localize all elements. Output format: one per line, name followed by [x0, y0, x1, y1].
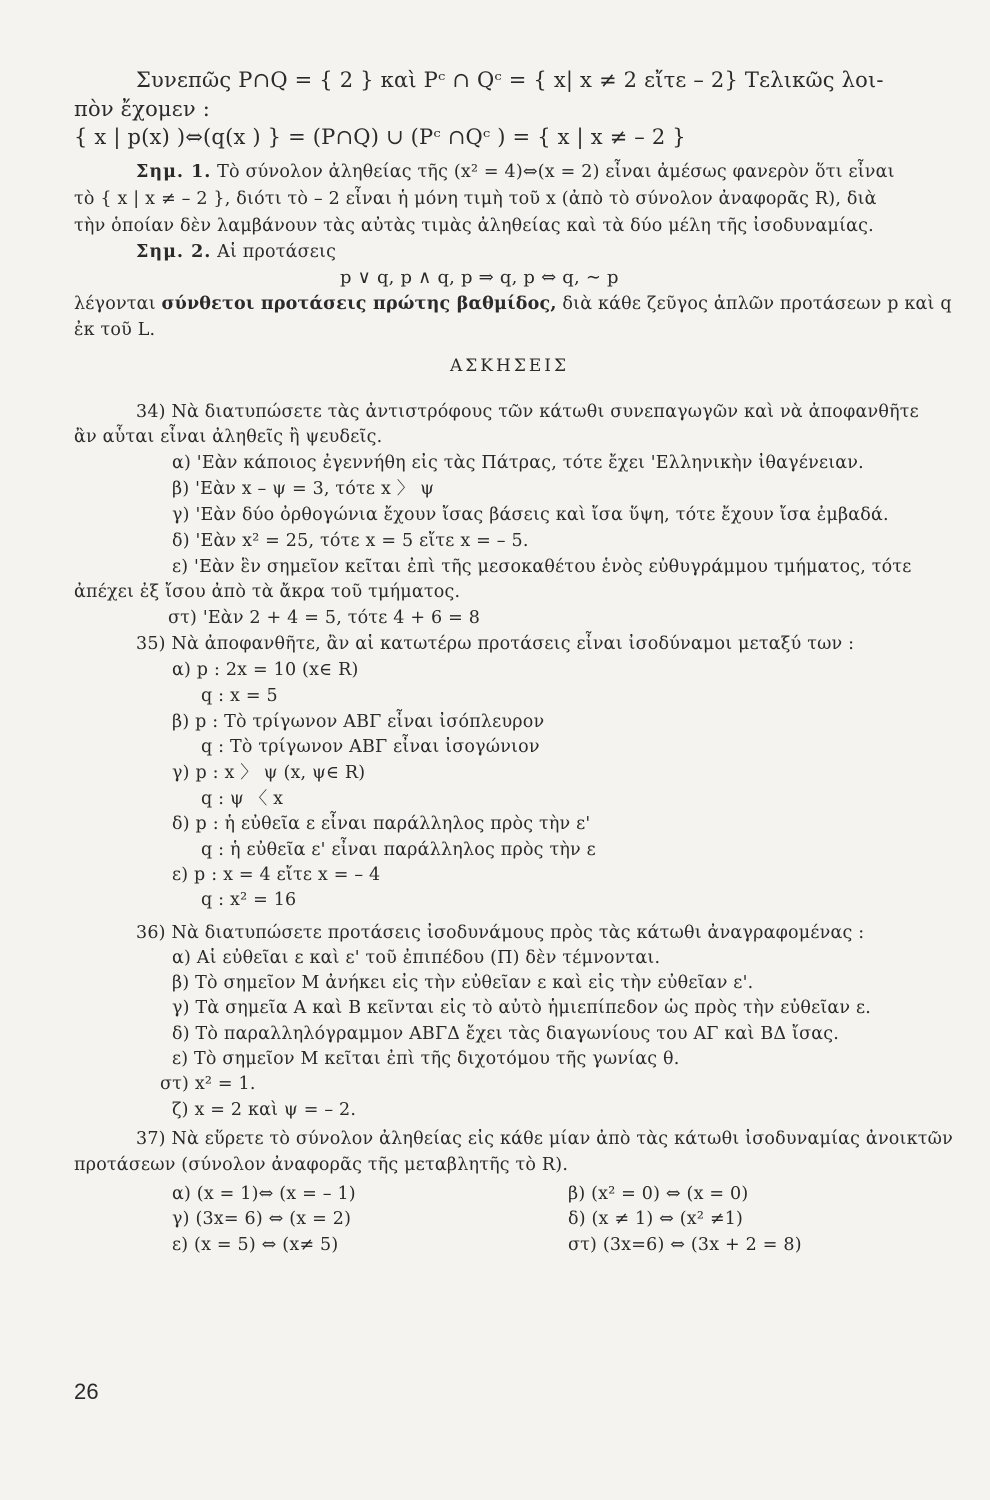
- ex35-a-p: α) p : 2x = 10 (x∈ R): [172, 660, 359, 680]
- intro-line-3: { x | p(x) )⇔(q(x ) } = (P∩Q) ∪ (Pᶜ ∩Qᶜ ) = { x | x ≠ – 2 }: [74, 125, 686, 149]
- note-2-line-4: ἐκ τοῦ L.: [74, 320, 156, 340]
- intro-line-2: πὸν ἔχομεν :: [74, 97, 210, 121]
- ex37-item-c: γ) (3x= 6) ⇔ (x = 2): [172, 1209, 352, 1229]
- ex36-item-d: δ) Τὸ παραλληλόγραμμον ΑΒΓΔ ἔχει τὰς διαγωνίους του ΑΓ καὶ ΒΔ ἴσας.: [172, 1024, 840, 1044]
- ex34-item-b: β) 'Εὰν x – ψ = 3, τότε x 〉 ψ: [172, 479, 435, 499]
- ex34-item-f: στ) 'Εὰν 2 + 4 = 5, τότε 4 + 6 = 8: [168, 608, 481, 628]
- note-2-line-1: [136, 240, 336, 264]
- ex34-item-e-line-2: ἀπέχει ἐξ ἴσου ἀπὸ τὰ ἄκρα τοῦ τμήματος.: [74, 582, 461, 602]
- ex35-e-p: ε) p : x = 4 εἴτε x = – 4: [172, 865, 381, 885]
- ex37-item-d: δ) (x ≠ 1) ⇔ (x² ≠1): [568, 1209, 744, 1229]
- note-2-formula: p ∨ q, p ∧ q, p ⇒ q, p ⇔ q, ∼ p: [340, 267, 619, 288]
- ex35-d-p: δ) p : ἡ εὐθεῖα ε εἶναι παράλληλος πρὸς τὴν ε': [172, 814, 591, 834]
- ex34-item-d: δ) 'Εὰν x² = 25, τότε x = 5 εἴτε x = – 5.: [172, 531, 529, 551]
- note-2-bold-term: σύνθετοι προτάσεις πρώτης βαθμίδος,: [161, 294, 557, 314]
- ex35-a-q: q : x = 5: [201, 686, 278, 706]
- ex37-item-a: α) (x = 1)⇔ (x = – 1): [172, 1184, 356, 1204]
- ex35-c-q: q : ψ 〈 x: [201, 789, 284, 809]
- note-2-line-3: [74, 292, 952, 316]
- note-1-label: Σημ. 1.: [136, 162, 212, 182]
- section-heading: ΑΣΚΗΣΕΙΣ: [450, 356, 569, 376]
- ex37-item-b: β) (x² = 0) ⇔ (x = 0): [568, 1184, 749, 1204]
- ex34-line-1: 34) Νὰ διατυπώσετε τὰς ἀντιστρόφους τῶν κάτωθι συνεπαγωγῶν καὶ νὰ ἀποφανθῆτε: [136, 402, 919, 422]
- ex35-e-q: q : x² = 16: [201, 890, 297, 910]
- ex35-line-1: 35) Νὰ ἀποφανθῆτε, ἂν αἱ κατωτέρω προτάσεις εἶναι ἰσοδύναμοι μεταξύ των :: [136, 634, 855, 654]
- ex36-item-e: ε) Τὸ σημεῖον Μ κεῖται ἐπὶ τῆς διχοτόμου τῆς γωνίας θ.: [172, 1049, 680, 1069]
- ex34-item-c: γ) 'Εὰν δύο ὀρθογώνια ἔχουν ἴσας βάσεις καὶ ἴσα ὕψη, τότε ἔχουν ἴσα ἐμβαδά.: [172, 505, 889, 525]
- note-2-text: Αἱ προτάσεις: [217, 242, 337, 262]
- ex36-item-a: α) Αἱ εὐθεῖαι ε καὶ ε' τοῦ ἐπιπέδου (Π) δὲν τέμνονται.: [172, 948, 661, 968]
- ex34-line-2: ἂν αὗται εἶναι ἀληθεῖς ἢ ψευδεῖς.: [74, 427, 383, 447]
- intro-line-1: Συνεπῶς P∩Q = { 2 } καὶ Pᶜ ∩ Qᶜ = { x| x ≠ 2 εἴτε – 2} Τελικῶς λοι-: [136, 68, 884, 92]
- ex36-item-c: γ) Τὰ σημεῖα Α καὶ Β κεῖνται εἰς τὸ αὐτὸ ἡμιεπίπεδον ὡς πρὸς τὴν εὐθεῖαν ε.: [172, 998, 872, 1018]
- note-1-line-1: [136, 160, 895, 184]
- note-2-text-c: διὰ κάθε ζεῦγος ἁπλῶν προτάσεων p καὶ q: [556, 294, 952, 314]
- ex37-item-e: ε) (x = 5) ⇔ (x≠ 5): [172, 1235, 339, 1255]
- ex34-item-e-line-1: ε) 'Εὰν ἓν σημεῖον κεῖται ἐπὶ τῆς μεσοκαθέτου ἑνὸς εὐθυγράμμου τμήματος, τότε: [172, 557, 912, 577]
- ex35-b-q: q : Τὸ τρίγωνον ΑΒΓ εἶναι ἰσογώνιον: [201, 737, 540, 757]
- ex35-d-q: q : ἡ εὐθεῖα ε' εἶναι παράλληλος πρὸς τὴν ε: [201, 840, 596, 860]
- ex35-c-p: γ) p : x 〉 ψ (x, ψ∈ R): [172, 763, 366, 783]
- ex37-line-1: 37) Νὰ εὕρετε τὸ σύνολον ἀληθείας εἰς κάθε μίαν ἀπὸ τὰς κάτωθι ἰσοδυναμίας ἀνοικτῶν: [136, 1129, 953, 1149]
- note-1-line-3: τὴν ὁποίαν δὲν λαμβάνουν τὰς αὐτὰς τιμὰς ἀληθείας καὶ τὰ δύο μέλη τῆς ἰσοδυναμίας.: [74, 216, 874, 236]
- ex36-item-f: στ) x² = 1.: [160, 1074, 256, 1094]
- note-1-text: Τὸ σύνολον ἀληθείας τῆς (x² = 4)⇔(x = 2) εἶναι ἀμέσως φανερὸν ὅτι εἶναι: [217, 162, 895, 182]
- ex35-b-p: β) p : Τὸ τρίγωνον ΑΒΓ εἶναι ἰσόπλευρον: [172, 712, 545, 732]
- ex36-line-1: 36) Νὰ διατυπώσετε προτάσεις ἰσοδυνάμους πρὸς τὰς κάτωθι ἀναγραφομένας :: [136, 923, 865, 943]
- ex37-line-2: προτάσεων (σύνολον ἀναφορᾶς τῆς μεταβλητῆς τὸ R).: [74, 1155, 569, 1175]
- ex36-item-b: β) Τὸ σημεῖον Μ ἀνήκει εἰς τὴν εὐθεῖαν ε καὶ εἰς τὴν εὐθεῖαν ε'.: [172, 973, 754, 993]
- note-2-text-a: λέγονται: [74, 294, 162, 314]
- ex34-item-a: α) 'Εὰν κάποιος ἐγεννήθη εἰς τὰς Πάτρας, τότε ἔχει 'Ελληνικὴν ἰθαγένειαν.: [172, 453, 864, 473]
- note-1-line-2: τὸ { x | x ≠ – 2 }, διότι τὸ – 2 εἶναι ἡ μόνη τιμὴ τοῦ x (ἀπὸ τὸ σύνολον ἀναφορᾶς R), διὰ: [74, 189, 877, 209]
- note-2-label: Σημ. 2.: [136, 242, 212, 262]
- ex36-item-g: ζ) x = 2 καὶ ψ = – 2.: [172, 1100, 357, 1120]
- page-number: 26: [74, 1379, 99, 1404]
- ex37-item-f: στ) (3x=6) ⇔ (3x + 2 = 8): [568, 1235, 802, 1255]
